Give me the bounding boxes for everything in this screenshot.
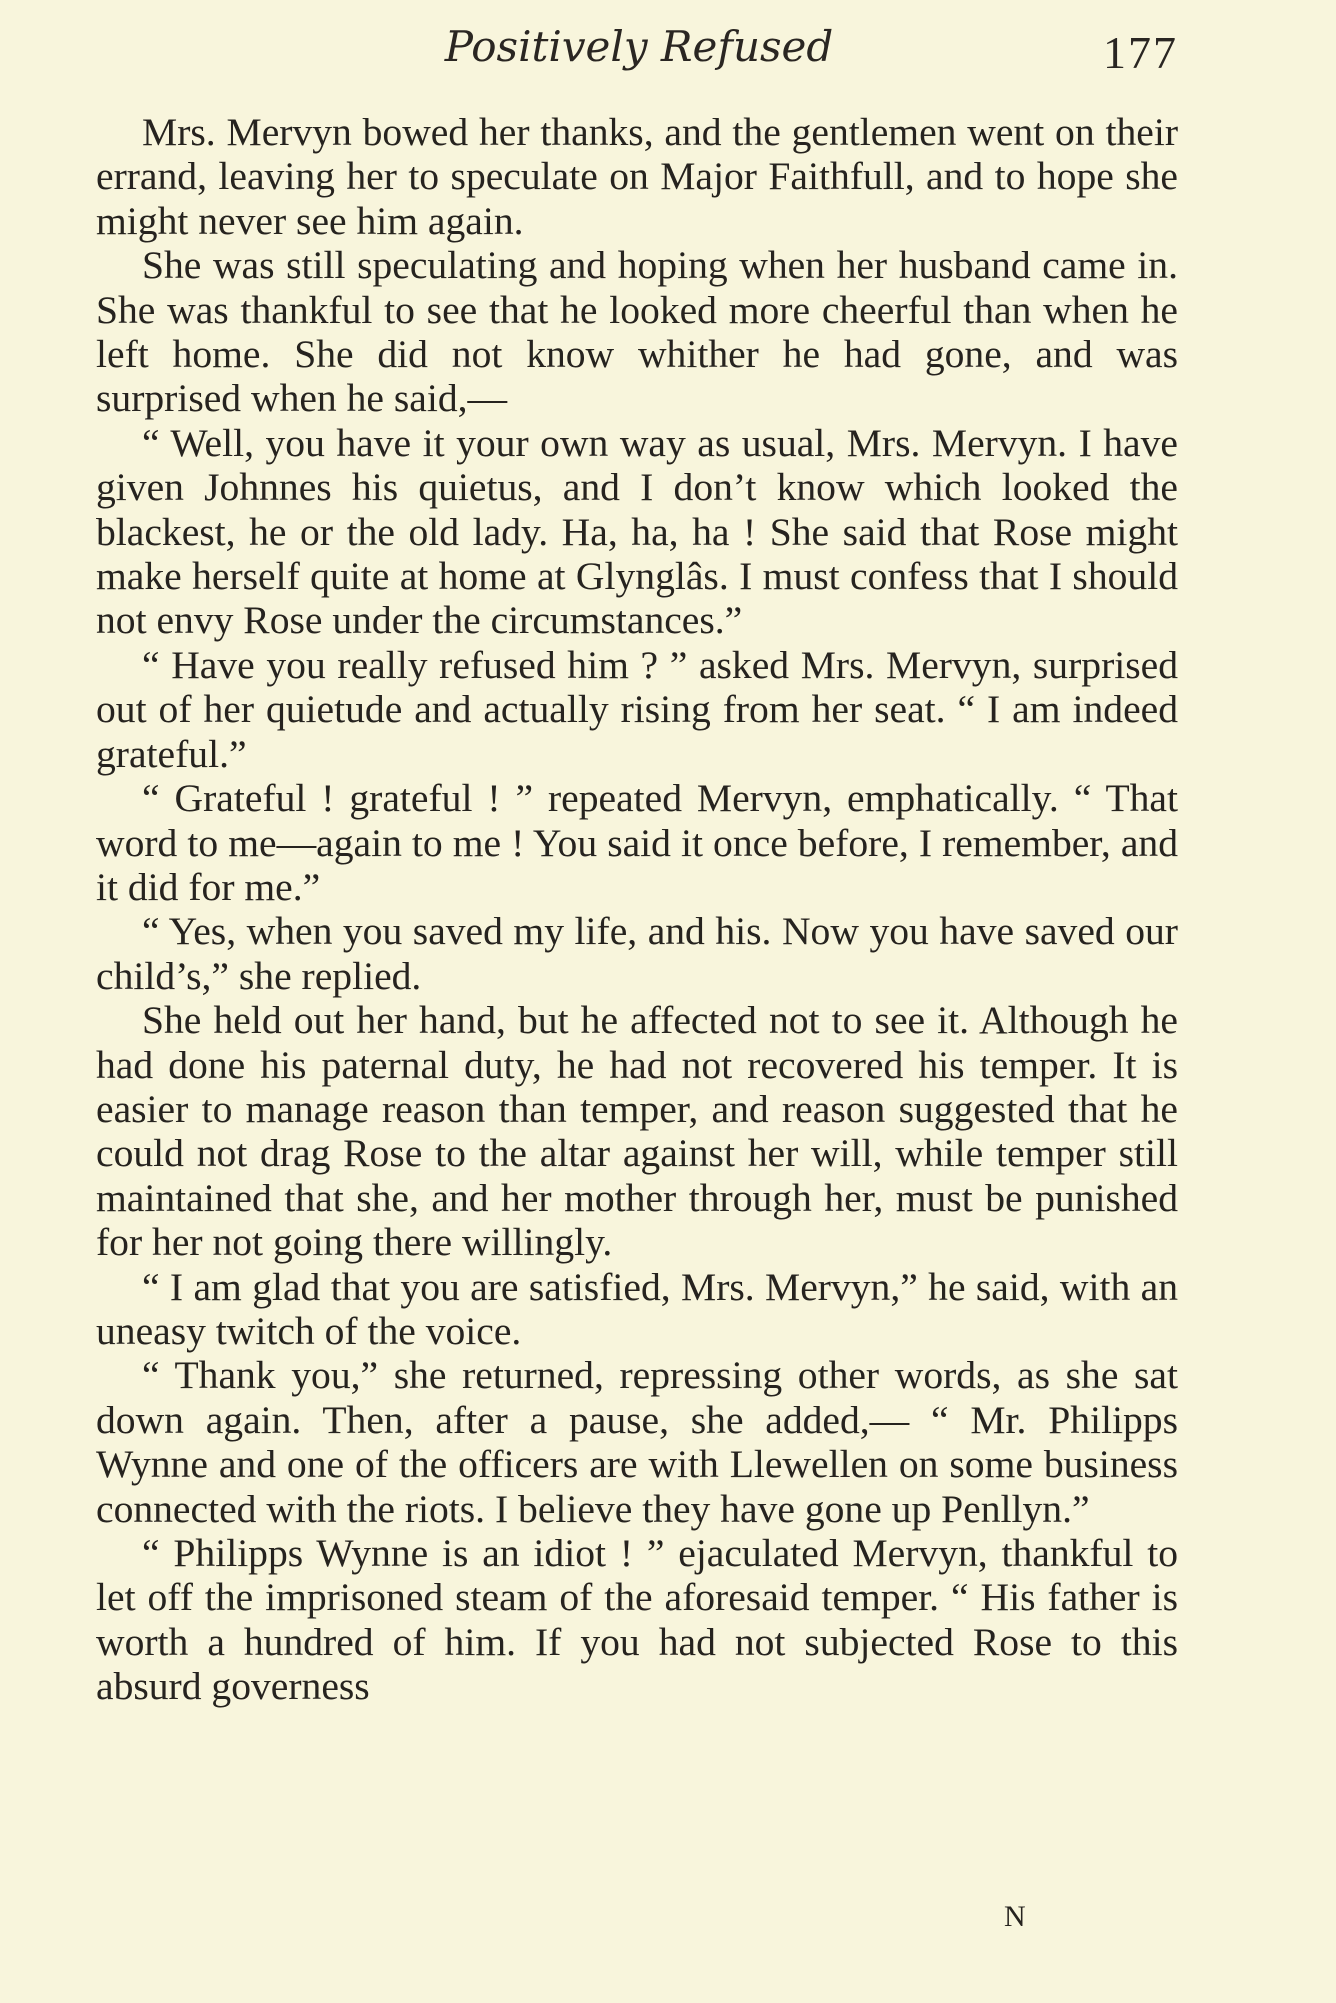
running-head-title: Positively Refused — [444, 22, 834, 71]
running-head — [96, 22, 1182, 82]
paragraph: “ Thank you,” she returned, repressing other words, as she sat down again. Then, after a pause, she added,— “ Mr. Philipps Wynne and one of the officers are with Llewellen on some business connected with the riots. I believe they have gone up Penllyn.” — [96, 1353, 1178, 1531]
page-number: 177 — [1103, 27, 1178, 78]
paragraph: “ Philipps Wynne is an idiot ! ” ejaculated Mervyn, thankful to let off the imprisoned steam of the aforesaid temper. “ His father is worth a hundred of him. If you had not subjected Rose to this absurd governess — [96, 1531, 1178, 1709]
paragraph: Mrs. Mervyn bowed her thanks, and the gentlemen went on their errand, leaving her to speculate on Major Faithfull, and to hope she might never see him again. — [96, 110, 1178, 243]
paragraph: “ I am glad that you are satisfied, Mrs. Mervyn,” he said, with an uneasy twitch of the voice. — [96, 1264, 1178, 1353]
paragraph: “ Well, you have it your own way as usual, Mrs. Mervyn. I have given Johnnes his quietus, and I don’t know which looked the blackest, he or the old lady. Ha, ha, ha ! She said that Rose might make herself quite at home at Glynglâs. I must confess that I should not envy Rose under the circumstances.” — [96, 420, 1178, 643]
body-text — [96, 110, 1178, 1709]
paragraph: She was still speculating and hoping when her husband came in. She was thankful to see that he looked more cheerful than when he left home. She did not know whither he had gone, and was surprised when he said,— — [96, 243, 1178, 421]
paragraph: “ Grateful ! grateful ! ” repeated Mervyn, emphatically. “ That word to me—again to me ! You said it once before, I remember, and it did for me.” — [96, 776, 1178, 909]
paragraph: “ Have you really refused him ? ” asked Mrs. Mervyn, surprised out of her quietude and actually rising from her seat. “ I am indeed grateful.” — [96, 642, 1178, 776]
paragraph: She held out her hand, but he affected not to see it. Although he had done his paternal duty, he had not recovered his temper. It is easier to manage reason than temper, and reason suggested that he could not drag Rose to the altar against her will, while temper still maintained that she, and her mother through her, must be punished for her not going there willingly. — [96, 998, 1178, 1265]
signature-mark: N — [1004, 1900, 1026, 1933]
paragraph: “ Yes, when you saved my life, and his. Now you have saved our child’s,” she replied. — [96, 909, 1178, 998]
